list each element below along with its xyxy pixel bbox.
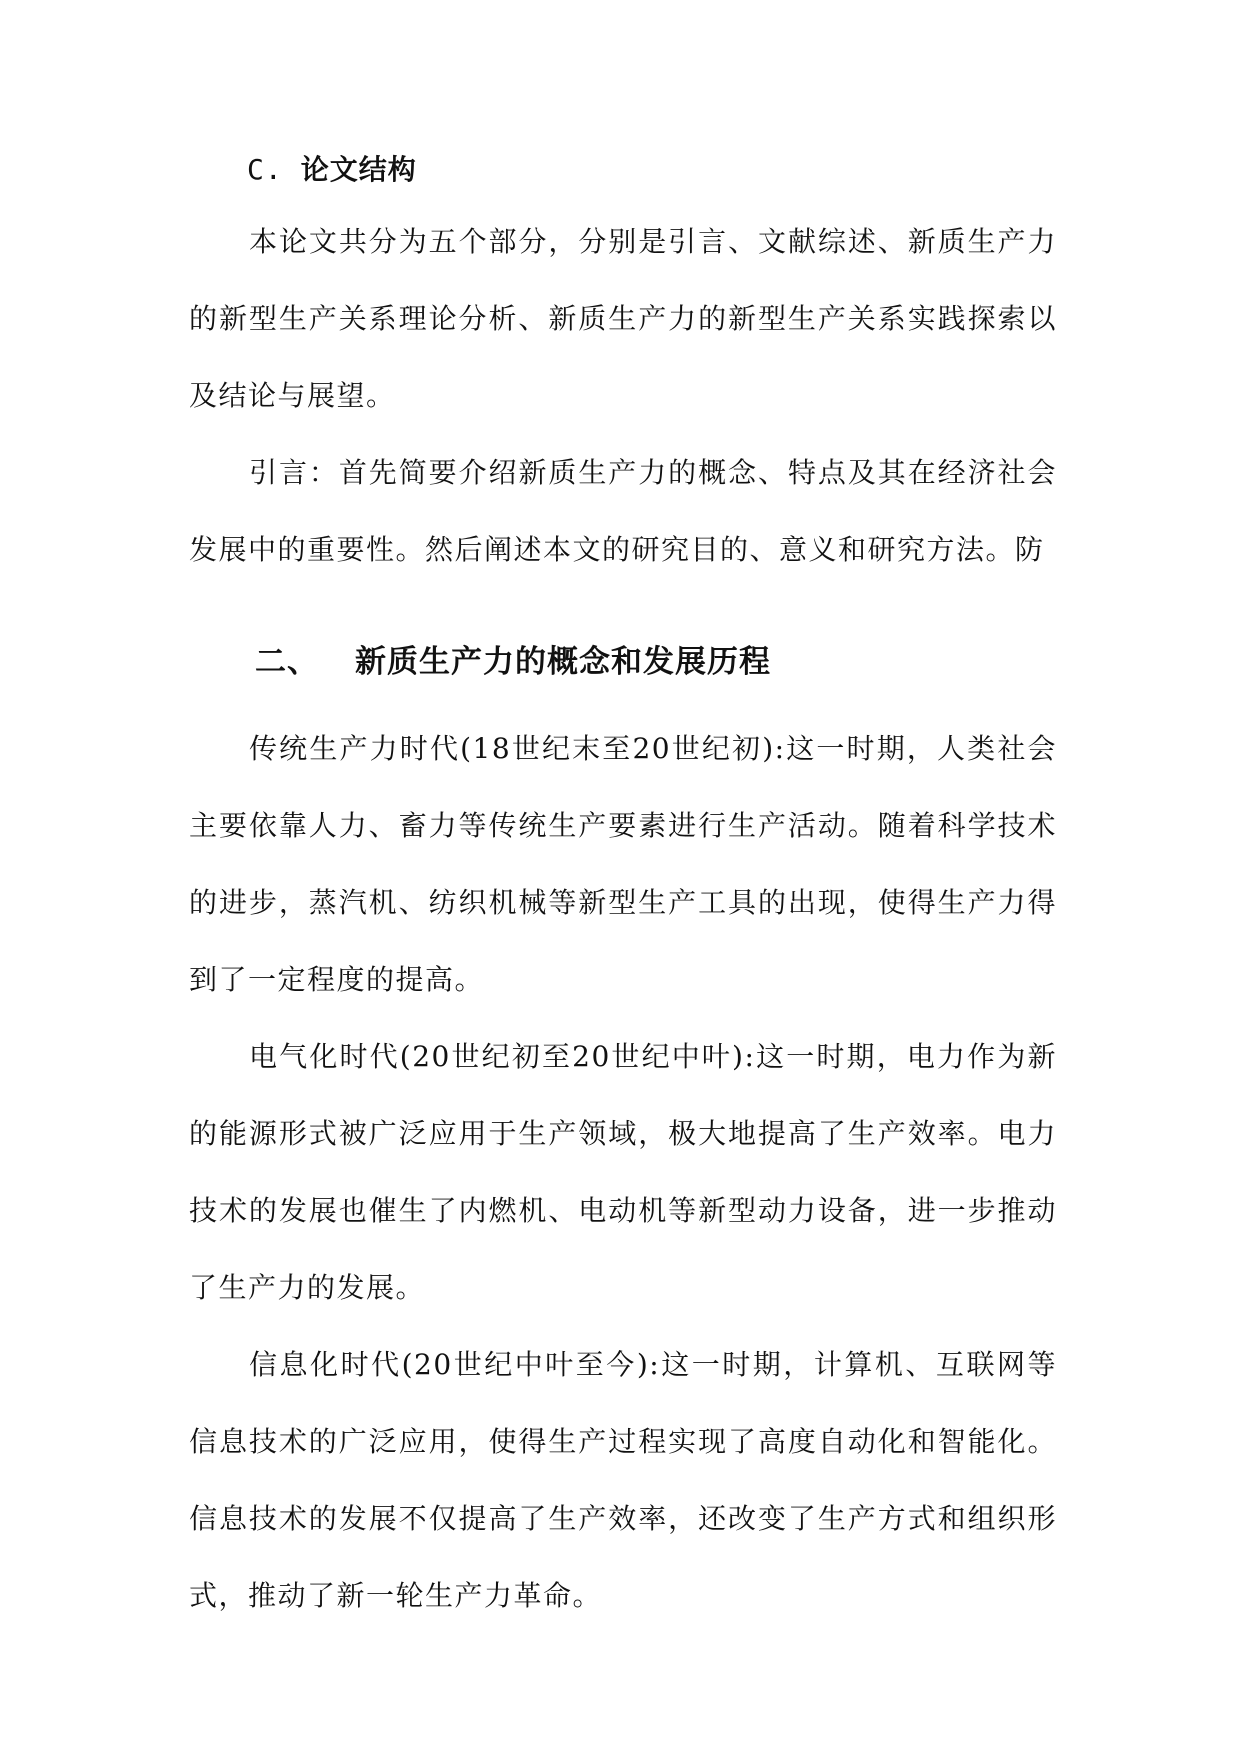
paragraph-traditional-era: 传统生产力时代(18世纪末至20世纪初):这一时期，人类社会主要依靠人力、畜力等传统生产要素进行生产活动。随着科学技术的进步，蒸汽机、纺织机械等新型生产工具的出现，使得生产力得到了一定程度的提高。 — [189, 732, 1057, 996]
intro-section — [189, 203, 1057, 588]
history-section — [189, 710, 1057, 1634]
paragraph-electrification-era: 电气化时代(20世纪初至20世纪中叶):这一时期，电力作为新的能源形式被广泛应用于生产领域，极大地提高了生产效率。电力技术的发展也催生了内燃机、电动机等新型动力设备，进一步推动了生产力的发展。 — [189, 1040, 1057, 1304]
section-c-number: C. — [247, 153, 283, 186]
section-2-title: 新质生产力的概念和发展历程 — [355, 644, 771, 680]
section-c-title: 论文结构 — [300, 153, 417, 186]
section-c-heading — [247, 150, 417, 190]
section-2-number: 二、 — [255, 644, 319, 680]
section-2-heading — [255, 640, 771, 684]
paragraph-introduction: 引言：首先简要介绍新质生产力的概念、特点及其在经济社会发展中的重要性。然后阐述本文的研究目的、意义和研究方法。防 — [189, 456, 1057, 566]
paragraph-structure: 本论文共分为五个部分，分别是引言、文献综述、新质生产力的新型生产关系理论分析、新质生产力的新型生产关系实践探索以及结论与展望。 — [189, 225, 1057, 412]
paragraph-information-era: 信息化时代(20世纪中叶至今):这一时期，计算机、互联网等信息技术的广泛应用，使得生产过程实现了高度自动化和智能化。信息技术的发展不仅提高了生产效率，还改变了生产方式和组织形式，推动了新一轮生产力革命。 — [189, 1348, 1057, 1612]
